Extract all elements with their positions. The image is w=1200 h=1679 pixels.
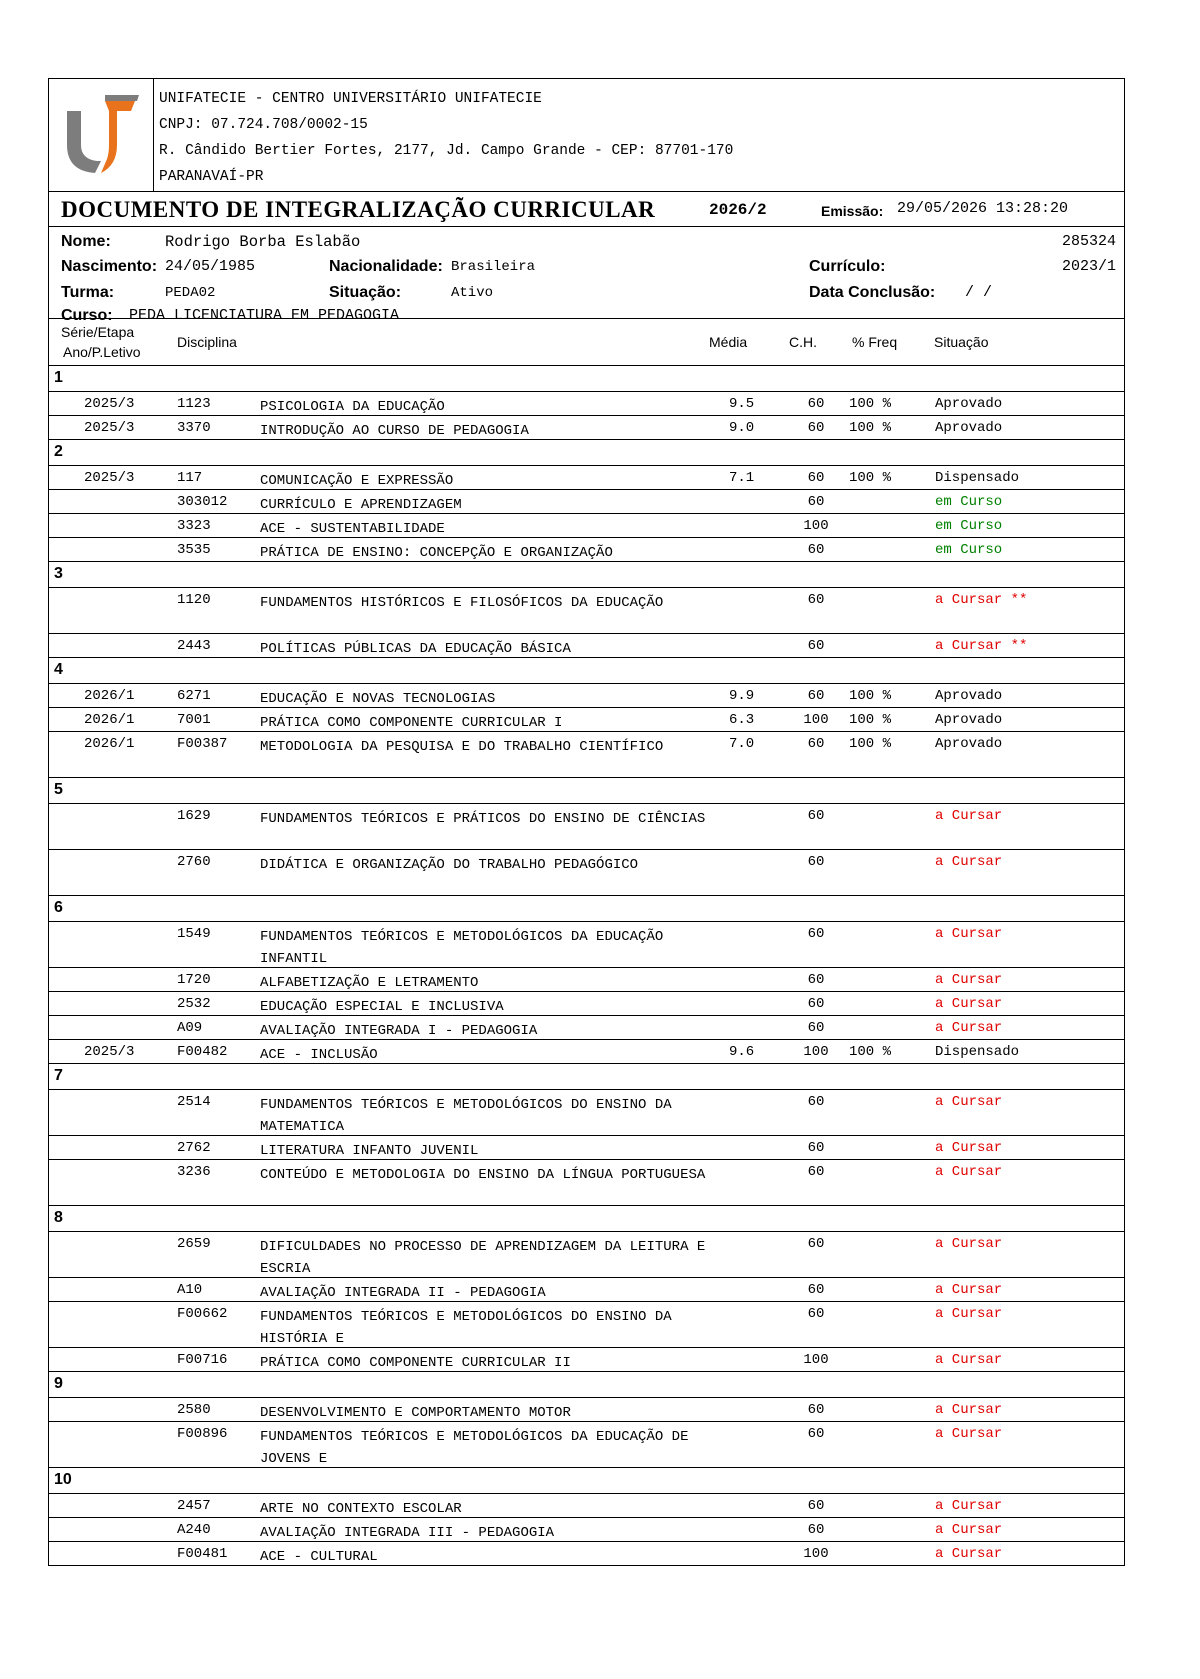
serie-header	[49, 562, 1124, 588]
status-cell: a Cursar	[935, 1426, 1003, 1442]
table-row	[49, 392, 1124, 416]
code-cell: F00387	[177, 736, 228, 752]
status-cell: Aprovado	[935, 712, 1003, 728]
workload-cell: 60	[807, 996, 825, 1012]
serie-header	[49, 440, 1124, 466]
period-cell: 2025/3	[84, 396, 135, 412]
grade-cell: 9.0	[729, 420, 755, 436]
discipline-cell: ACE - SUSTENTABILIDADE	[260, 521, 445, 537]
institution-city: PARANAVAÍ-PR	[159, 169, 264, 185]
class-value: PEDA02	[165, 285, 216, 301]
code-cell: 7001	[177, 712, 211, 728]
workload-cell: 60	[807, 1164, 825, 1180]
table-row	[49, 1090, 1124, 1136]
status-cell: em Curso	[935, 542, 1003, 558]
period-cell: 2025/3	[84, 420, 135, 436]
code-cell: 2762	[177, 1140, 211, 1156]
table-row	[49, 538, 1124, 562]
status-cell: Dispensado	[935, 1044, 1020, 1060]
discipline-cell: PRÁTICA COMO COMPONENTE CURRICULAR II	[260, 1355, 571, 1371]
curriculum-label: Currículo:	[809, 258, 886, 275]
nationality-value: Brasileira	[451, 259, 536, 275]
frequency-cell: 100 %	[849, 688, 892, 704]
discipline-cell: FUNDAMENTOS HISTÓRICOS E FILOSÓFICOS DA EDUCAÇÃO	[260, 595, 664, 611]
code-cell: F00481	[177, 1546, 228, 1562]
workload-cell: 60	[807, 396, 825, 412]
code-cell: 2580	[177, 1402, 211, 1418]
status-cell: a Cursar	[935, 1546, 1003, 1562]
workload-cell: 60	[807, 494, 825, 510]
status-cell: a Cursar	[935, 1306, 1003, 1322]
birth-label: Nascimento:	[61, 258, 158, 275]
discipline-cell: ARTE NO CONTEXTO ESCOLAR	[260, 1501, 462, 1517]
status-cell: a Cursar	[935, 926, 1003, 942]
table-row	[49, 1348, 1124, 1372]
workload-cell: 60	[807, 854, 825, 870]
status-cell: a Cursar	[935, 996, 1003, 1012]
status-cell: Aprovado	[935, 688, 1003, 704]
status-cell: a Cursar **	[935, 638, 1028, 654]
discipline-cell: DESENVOLVIMENTO E COMPORTAMENTO MOTOR	[260, 1405, 571, 1421]
period-cell: 2026/1	[84, 688, 135, 704]
workload-cell: 100	[803, 712, 829, 728]
table-row	[49, 1040, 1124, 1064]
table-row	[49, 466, 1124, 490]
institution-header	[49, 78, 1124, 192]
code-cell: 1549	[177, 926, 211, 942]
workload-cell: 60	[807, 1498, 825, 1514]
code-cell: 3323	[177, 518, 211, 534]
code-cell: 3535	[177, 542, 211, 558]
code-cell: A240	[177, 1522, 211, 1538]
status-cell: a Cursar	[935, 1498, 1003, 1514]
workload-cell: 60	[807, 808, 825, 824]
serie-label: 6	[54, 899, 63, 916]
workload-cell: 60	[807, 1306, 825, 1322]
serie-label: 9	[54, 1375, 63, 1392]
period-cell: 2025/3	[84, 470, 135, 486]
col-ch: C.H.	[789, 334, 817, 350]
period-cell: 2026/1	[84, 736, 135, 752]
table-row	[49, 588, 1124, 634]
table-row	[49, 804, 1124, 850]
code-cell: F00482	[177, 1044, 228, 1060]
code-cell: 303012	[177, 494, 228, 510]
grade-cell: 7.0	[729, 736, 755, 752]
status-cell: a Cursar	[935, 1352, 1003, 1368]
code-cell: 2443	[177, 638, 211, 654]
table-row	[49, 1494, 1124, 1518]
workload-cell: 60	[807, 1426, 825, 1442]
serie-header	[49, 1064, 1124, 1090]
discipline-cell: CONTEÚDO E METODOLOGIA DO ENSINO DA LÍNGUA PORTUGUESA	[260, 1167, 706, 1183]
emission-value: 29/05/2026 13:28:20	[897, 200, 1069, 217]
code-cell: F00716	[177, 1352, 228, 1368]
workload-cell: 60	[807, 470, 825, 486]
discipline-cell: COMUNICAÇÃO E EXPRESSÃO	[260, 473, 454, 489]
discipline-cell: FUNDAMENTOS TEÓRICOS E METODOLÓGICOS DO ENSINO DA HISTÓRIA E	[260, 1309, 672, 1347]
table-row	[49, 514, 1124, 538]
discipline-cell: INTRODUÇÃO AO CURSO DE PEDAGOGIA	[260, 423, 529, 439]
institution-cnpj: CNPJ: 07.724.708/0002-15	[159, 117, 368, 133]
code-cell: F00662	[177, 1306, 228, 1322]
code-cell: 6271	[177, 688, 211, 704]
status-cell: a Cursar	[935, 1164, 1003, 1180]
status-cell: Aprovado	[935, 396, 1003, 412]
code-cell: 2457	[177, 1498, 211, 1514]
workload-cell: 60	[807, 420, 825, 436]
discipline-cell: METODOLOGIA DA PESQUISA E DO TRABALHO CIENTÍFICO	[260, 739, 664, 755]
nationality-label: Nacionalidade:	[329, 258, 443, 275]
discipline-table	[49, 366, 1124, 1566]
course-label: Curso:	[61, 307, 113, 324]
frequency-cell: 100 %	[849, 1044, 892, 1060]
status-cell: a Cursar	[935, 808, 1003, 824]
table-row	[49, 1422, 1124, 1468]
table-row	[49, 1398, 1124, 1422]
institution-address: R. Cândido Bertier Fortes, 2177, Jd. Campo Grande - CEP: 87701-170	[159, 143, 734, 159]
code-cell: 1120	[177, 592, 211, 608]
table-row	[49, 1136, 1124, 1160]
discipline-cell: AVALIAÇÃO INTEGRADA II - PEDAGOGIA	[260, 1285, 546, 1301]
serie-label: 2	[54, 443, 63, 460]
table-row	[49, 732, 1124, 778]
code-cell: 3370	[177, 420, 211, 436]
code-cell: 117	[177, 470, 203, 486]
status-cell: a Cursar	[935, 1282, 1003, 1298]
table-row	[49, 1278, 1124, 1302]
discipline-cell: LITERATURA INFANTO JUVENIL	[260, 1143, 479, 1159]
table-row	[49, 1160, 1124, 1206]
workload-cell: 60	[807, 1094, 825, 1110]
workload-cell: 100	[803, 1044, 829, 1060]
status-cell: Aprovado	[935, 736, 1003, 752]
discipline-cell: FUNDAMENTOS TEÓRICOS E PRÁTICOS DO ENSINO DE CIÊNCIAS	[260, 811, 706, 827]
status-cell: em Curso	[935, 518, 1003, 534]
discipline-cell: ACE - INCLUSÃO	[260, 1047, 378, 1063]
table-row	[49, 850, 1124, 896]
discipline-cell: EDUCAÇÃO E NOVAS TECNOLOGIAS	[260, 691, 496, 707]
discipline-cell: PSICOLOGIA DA EDUCAÇÃO	[260, 399, 445, 415]
status-cell: a Cursar	[935, 1236, 1003, 1252]
status-cell: a Cursar	[935, 854, 1003, 870]
workload-cell: 60	[807, 1020, 825, 1036]
discipline-cell: ALFABETIZAÇÃO E LETRAMENTO	[260, 975, 479, 991]
col-ano: Ano/P.Letivo	[63, 344, 141, 360]
table-row	[49, 708, 1124, 732]
col-media: Média	[709, 334, 748, 350]
workload-cell: 100	[803, 1546, 829, 1562]
workload-cell: 60	[807, 1402, 825, 1418]
discipline-cell: PRÁTICA DE ENSINO: CONCEPÇÃO E ORGANIZAÇÃO	[260, 545, 613, 561]
curricular-document	[48, 78, 1125, 1566]
serie-label: 8	[54, 1209, 63, 1226]
grade-cell: 9.6	[729, 1044, 755, 1060]
workload-cell: 60	[807, 1522, 825, 1538]
workload-cell: 60	[807, 1236, 825, 1252]
name-label: Nome:	[61, 233, 111, 250]
grade-cell: 6.3	[729, 712, 755, 728]
discipline-cell: AVALIAÇÃO INTEGRADA I - PEDAGOGIA	[260, 1023, 538, 1039]
unifatecie-logo-icon	[61, 93, 141, 177]
serie-label: 10	[54, 1471, 72, 1488]
code-cell: 2659	[177, 1236, 211, 1252]
workload-cell: 60	[807, 592, 825, 608]
status-cell: Dispensado	[935, 470, 1020, 486]
serie-header	[49, 1372, 1124, 1398]
status-cell: a Cursar	[935, 1402, 1003, 1418]
status-cell: a Cursar	[935, 1020, 1003, 1036]
table-row	[49, 1232, 1124, 1278]
discipline-cell: PRÁTICA COMO COMPONENTE CURRICULAR I	[260, 715, 563, 731]
serie-header	[49, 658, 1124, 684]
table-row	[49, 1518, 1124, 1542]
document-title: DOCUMENTO DE INTEGRALIZAÇÃO CURRICULAR	[61, 197, 656, 222]
status-cell: a Cursar	[935, 972, 1003, 988]
serie-header	[49, 778, 1124, 804]
col-serie: Série/Etapa	[61, 324, 135, 340]
frequency-cell: 100 %	[849, 470, 892, 486]
workload-cell: 60	[807, 972, 825, 988]
discipline-cell: POLÍTICAS PÚBLICAS DA EDUCAÇÃO BÁSICA	[260, 641, 571, 657]
table-row	[49, 1016, 1124, 1040]
frequency-cell: 100 %	[849, 396, 892, 412]
emission-label: Emissão:	[821, 203, 884, 219]
workload-cell: 60	[807, 542, 825, 558]
code-cell: 1720	[177, 972, 211, 988]
conclusion-label: Data Conclusão:	[809, 284, 936, 301]
serie-header	[49, 1468, 1124, 1494]
table-row	[49, 1302, 1124, 1348]
workload-cell: 60	[807, 688, 825, 704]
status-label: Situação:	[329, 284, 402, 301]
table-row	[49, 490, 1124, 514]
code-cell: A10	[177, 1282, 203, 1298]
status-cell: a Cursar	[935, 1140, 1003, 1156]
code-cell: 2760	[177, 854, 211, 870]
code-cell: 3236	[177, 1164, 211, 1180]
status-cell: em Curso	[935, 494, 1003, 510]
table-row	[49, 684, 1124, 708]
discipline-cell: AVALIAÇÃO INTEGRADA III - PEDAGOGIA	[260, 1525, 555, 1541]
workload-cell: 60	[807, 1282, 825, 1298]
discipline-cell: FUNDAMENTOS TEÓRICOS E METODOLÓGICOS DA EDUCAÇÃO DE JOVENS E	[260, 1429, 689, 1467]
institution-logo	[49, 79, 154, 191]
workload-cell: 100	[803, 1352, 829, 1368]
status-value: Ativo	[451, 285, 494, 301]
status-cell: a Cursar **	[935, 592, 1028, 608]
curriculum-value: 2023/1	[1061, 258, 1116, 275]
student-name: Rodrigo Borba Eslabão	[165, 233, 361, 251]
table-row	[49, 968, 1124, 992]
discipline-cell: FUNDAMENTOS TEÓRICOS E METODOLÓGICOS DO ENSINO DA MATEMATICA	[260, 1097, 672, 1135]
code-cell: 2514	[177, 1094, 211, 1110]
discipline-cell: DIFICULDADES NO PROCESSO DE APRENDIZAGEM DA LEITURA E ESCRIA	[260, 1239, 706, 1277]
col-freq: % Freq	[852, 334, 898, 350]
serie-header	[49, 896, 1124, 922]
table-row	[49, 1542, 1124, 1566]
serie-label: 3	[54, 565, 63, 582]
status-cell: Aprovado	[935, 420, 1003, 436]
discipline-cell: EDUCAÇÃO ESPECIAL E INCLUSIVA	[260, 999, 504, 1015]
grade-cell: 9.5	[729, 396, 755, 412]
discipline-cell: DIDÁTICA E ORGANIZAÇÃO DO TRABALHO PEDAGÓGICO	[260, 857, 639, 873]
document-term: 2026/2	[709, 201, 767, 219]
col-situacao: Situação	[934, 334, 989, 350]
workload-cell: 60	[807, 736, 825, 752]
table-row	[49, 992, 1124, 1016]
frequency-cell: 100 %	[849, 712, 892, 728]
grade-cell: 7.1	[729, 470, 755, 486]
code-cell: F00896	[177, 1426, 228, 1442]
col-disciplina: Disciplina	[177, 334, 237, 350]
birth-value: 24/05/1985	[165, 258, 256, 275]
period-cell: 2025/3	[84, 1044, 135, 1060]
student-id: 285324	[1061, 233, 1116, 250]
conclusion-value: / /	[965, 284, 993, 301]
status-cell: a Cursar	[935, 1094, 1003, 1110]
serie-label: 7	[54, 1067, 63, 1084]
workload-cell: 60	[807, 1140, 825, 1156]
discipline-cell: FUNDAMENTOS TEÓRICOS E METODOLÓGICOS DA EDUCAÇÃO INFANTIL	[260, 929, 664, 967]
table-row	[49, 922, 1124, 968]
table-row	[49, 416, 1124, 440]
class-label: Turma:	[61, 284, 115, 301]
institution-name: UNIFATECIE - CENTRO UNIVERSITÁRIO UNIFATECIE	[159, 91, 542, 107]
code-cell: 1123	[177, 396, 211, 412]
grade-cell: 9.9	[729, 688, 755, 704]
status-cell: a Cursar	[935, 1522, 1003, 1538]
serie-header	[49, 366, 1124, 392]
code-cell: 1629	[177, 808, 211, 824]
code-cell: 2532	[177, 996, 211, 1012]
table-header	[49, 319, 1124, 366]
serie-header	[49, 1206, 1124, 1232]
student-info	[49, 227, 1124, 324]
frequency-cell: 100 %	[849, 420, 892, 436]
serie-label: 1	[54, 369, 63, 386]
workload-cell: 60	[807, 638, 825, 654]
period-cell: 2026/1	[84, 712, 135, 728]
discipline-cell: CURRÍCULO E APRENDIZAGEM	[260, 497, 462, 513]
discipline-cell: ACE - CULTURAL	[260, 1549, 378, 1565]
serie-label: 4	[54, 661, 63, 678]
table-row	[49, 634, 1124, 658]
course-value: PEDA LICENCIATURA EM PEDAGOGIA	[129, 307, 400, 324]
serie-label: 5	[54, 781, 63, 798]
workload-cell: 100	[803, 518, 829, 534]
frequency-cell: 100 %	[849, 736, 892, 752]
code-cell: A09	[177, 1020, 203, 1036]
workload-cell: 60	[807, 926, 825, 942]
document-title-row	[49, 192, 1124, 227]
